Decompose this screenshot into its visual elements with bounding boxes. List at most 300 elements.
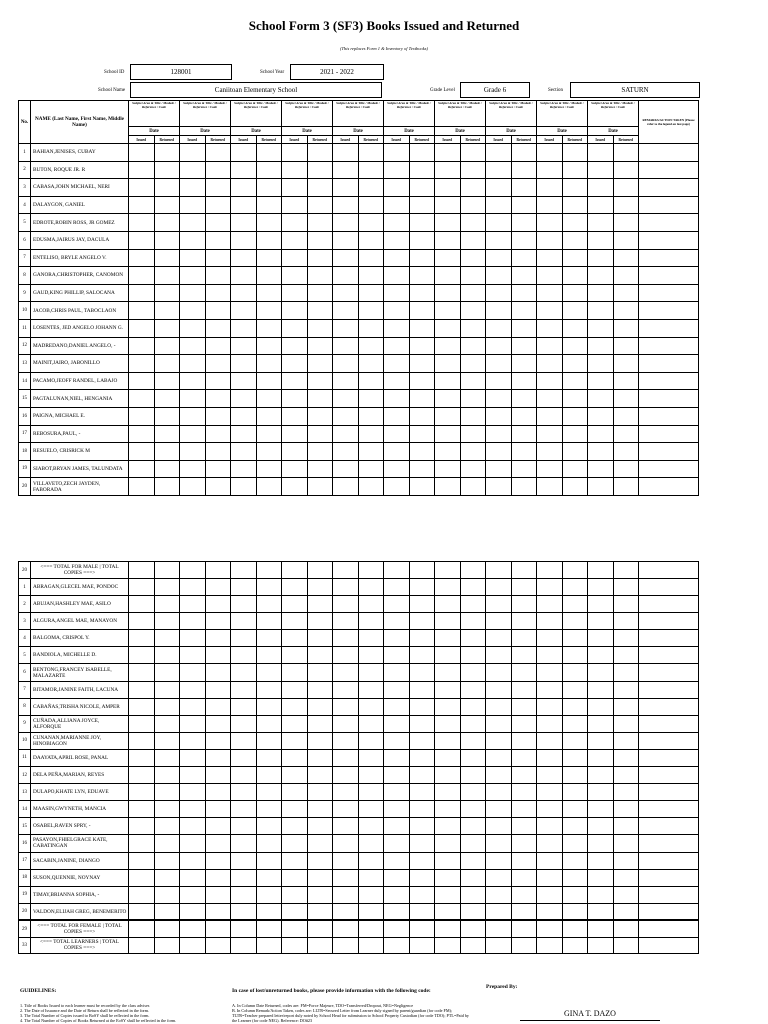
issued-cell[interactable] <box>180 372 206 390</box>
issued-cell[interactable] <box>333 478 359 496</box>
issued-cell[interactable] <box>282 390 308 408</box>
returned-cell[interactable] <box>154 698 180 715</box>
returned-cell[interactable] <box>256 460 282 478</box>
issued-cell[interactable] <box>282 214 308 232</box>
returned-cell[interactable] <box>154 647 180 664</box>
returned-cell[interactable] <box>307 630 333 647</box>
returned-cell[interactable] <box>409 425 435 443</box>
returned-cell[interactable] <box>613 355 639 373</box>
returned-cell[interactable] <box>307 596 333 613</box>
returned-cell[interactable] <box>358 372 384 390</box>
subject-column-header[interactable]: Subject Area & Title / Module / Reference / Code <box>384 101 435 127</box>
returned-cell[interactable] <box>460 767 486 784</box>
returned-cell[interactable] <box>613 443 639 461</box>
issued-cell[interactable] <box>435 869 461 886</box>
issued-cell[interactable] <box>435 302 461 320</box>
issued-cell[interactable] <box>435 784 461 801</box>
issued-cell[interactable] <box>384 613 410 630</box>
remarks-cell[interactable] <box>639 767 699 784</box>
returned-cell[interactable] <box>256 903 282 920</box>
issued-cell[interactable] <box>588 319 614 337</box>
issued-cell[interactable] <box>180 144 206 162</box>
issued-cell[interactable] <box>333 767 359 784</box>
returned-cell[interactable] <box>409 732 435 749</box>
returned-cell[interactable] <box>307 161 333 179</box>
issued-cell[interactable] <box>282 372 308 390</box>
returned-cell[interactable] <box>460 407 486 425</box>
returned-cell[interactable] <box>460 613 486 630</box>
returned-cell[interactable] <box>358 302 384 320</box>
returned-cell[interactable] <box>562 355 588 373</box>
returned-cell[interactable] <box>307 647 333 664</box>
returned-cell[interactable] <box>562 284 588 302</box>
issued-cell[interactable] <box>129 372 155 390</box>
returned-cell[interactable] <box>613 337 639 355</box>
issued-cell[interactable] <box>282 579 308 596</box>
returned-cell[interactable] <box>460 161 486 179</box>
remarks-cell[interactable] <box>639 231 699 249</box>
returned-cell[interactable] <box>307 852 333 869</box>
issued-cell[interactable] <box>129 749 155 766</box>
returned-cell[interactable] <box>511 478 537 496</box>
subject-column-header[interactable]: Subject Area & Title / Module / Reference / Code <box>537 101 588 127</box>
issued-cell[interactable] <box>537 179 563 197</box>
returned-cell[interactable] <box>154 302 180 320</box>
returned-cell[interactable] <box>511 852 537 869</box>
returned-cell[interactable] <box>562 698 588 715</box>
issued-cell[interactable] <box>537 715 563 732</box>
returned-cell[interactable] <box>358 284 384 302</box>
issued-cell[interactable] <box>282 337 308 355</box>
returned-cell[interactable] <box>154 630 180 647</box>
issued-cell[interactable] <box>486 144 512 162</box>
returned-cell[interactable] <box>205 267 231 285</box>
issued-cell[interactable] <box>486 698 512 715</box>
issued-cell[interactable] <box>588 249 614 267</box>
issued-cell[interactable] <box>486 407 512 425</box>
returned-cell[interactable] <box>307 732 333 749</box>
returned-cell[interactable] <box>562 767 588 784</box>
issued-cell[interactable] <box>129 647 155 664</box>
returned-cell[interactable] <box>511 869 537 886</box>
issued-cell[interactable] <box>333 732 359 749</box>
issued-cell[interactable] <box>588 179 614 197</box>
returned-cell[interactable] <box>256 681 282 698</box>
issued-cell[interactable] <box>486 647 512 664</box>
issued-cell[interactable] <box>588 630 614 647</box>
issued-cell[interactable] <box>435 372 461 390</box>
issued-cell[interactable] <box>333 161 359 179</box>
returned-cell[interactable] <box>511 937 537 953</box>
returned-cell[interactable] <box>562 920 588 937</box>
issued-cell[interactable] <box>129 302 155 320</box>
issued-cell[interactable] <box>537 852 563 869</box>
issued-cell[interactable] <box>129 319 155 337</box>
returned-cell[interactable] <box>613 302 639 320</box>
issued-cell[interactable] <box>129 886 155 903</box>
returned-cell[interactable] <box>205 937 231 953</box>
returned-cell[interactable] <box>154 372 180 390</box>
issued-cell[interactable] <box>486 767 512 784</box>
returned-cell[interactable] <box>460 664 486 681</box>
school-id-field[interactable]: 128001 <box>130 64 232 80</box>
remarks-cell[interactable] <box>639 249 699 267</box>
issued-cell[interactable] <box>231 249 257 267</box>
issued-cell[interactable] <box>537 613 563 630</box>
returned-cell[interactable] <box>358 355 384 373</box>
returned-cell[interactable] <box>511 681 537 698</box>
issued-cell[interactable] <box>129 284 155 302</box>
remarks-cell[interactable] <box>639 425 699 443</box>
issued-cell[interactable] <box>384 732 410 749</box>
issued-cell[interactable] <box>435 355 461 373</box>
issued-cell[interactable] <box>588 920 614 937</box>
issued-cell[interactable] <box>588 161 614 179</box>
returned-cell[interactable] <box>460 835 486 852</box>
issued-cell[interactable] <box>180 214 206 232</box>
issued-cell[interactable] <box>282 407 308 425</box>
issued-cell[interactable] <box>231 267 257 285</box>
issued-cell[interactable] <box>180 425 206 443</box>
issued-cell[interactable] <box>435 214 461 232</box>
remarks-cell[interactable] <box>639 579 699 596</box>
issued-cell[interactable] <box>384 478 410 496</box>
returned-cell[interactable] <box>409 249 435 267</box>
issued-cell[interactable] <box>180 715 206 732</box>
issued-cell[interactable] <box>537 681 563 698</box>
issued-cell[interactable] <box>129 732 155 749</box>
issued-cell[interactable] <box>333 681 359 698</box>
returned-cell[interactable] <box>511 664 537 681</box>
issued-cell[interactable] <box>537 284 563 302</box>
issued-cell[interactable] <box>282 613 308 630</box>
issued-cell[interactable] <box>282 732 308 749</box>
returned-cell[interactable] <box>409 664 435 681</box>
issued-cell[interactable] <box>384 664 410 681</box>
issued-cell[interactable] <box>231 920 257 937</box>
returned-cell[interactable] <box>511 698 537 715</box>
issued-cell[interactable] <box>180 886 206 903</box>
issued-cell[interactable] <box>333 460 359 478</box>
returned-cell[interactable] <box>460 630 486 647</box>
returned-cell[interactable] <box>460 937 486 953</box>
returned-cell[interactable] <box>256 355 282 373</box>
returned-cell[interactable] <box>154 818 180 835</box>
returned-cell[interactable] <box>358 562 384 579</box>
returned-cell[interactable] <box>409 818 435 835</box>
issued-cell[interactable] <box>129 249 155 267</box>
returned-cell[interactable] <box>511 784 537 801</box>
issued-cell[interactable] <box>282 784 308 801</box>
returned-cell[interactable] <box>409 284 435 302</box>
returned-cell[interactable] <box>511 267 537 285</box>
issued-cell[interactable] <box>180 852 206 869</box>
issued-cell[interactable] <box>588 302 614 320</box>
returned-cell[interactable] <box>307 801 333 818</box>
issued-cell[interactable] <box>384 903 410 920</box>
issued-cell[interactable] <box>333 596 359 613</box>
issued-cell[interactable] <box>588 647 614 664</box>
issued-cell[interactable] <box>129 715 155 732</box>
returned-cell[interactable] <box>307 407 333 425</box>
issued-cell[interactable] <box>231 284 257 302</box>
issued-cell[interactable] <box>333 579 359 596</box>
returned-cell[interactable] <box>307 698 333 715</box>
issued-cell[interactable] <box>384 767 410 784</box>
issued-cell[interactable] <box>537 647 563 664</box>
returned-cell[interactable] <box>511 355 537 373</box>
returned-cell[interactable] <box>205 596 231 613</box>
returned-cell[interactable] <box>511 425 537 443</box>
issued-cell[interactable] <box>180 249 206 267</box>
issued-cell[interactable] <box>231 196 257 214</box>
returned-cell[interactable] <box>460 144 486 162</box>
issued-cell[interactable] <box>333 647 359 664</box>
returned-cell[interactable] <box>256 920 282 937</box>
issued-cell[interactable] <box>384 886 410 903</box>
issued-cell[interactable] <box>282 562 308 579</box>
returned-cell[interactable] <box>205 196 231 214</box>
issued-cell[interactable] <box>486 920 512 937</box>
returned-cell[interactable] <box>307 319 333 337</box>
returned-cell[interactable] <box>358 196 384 214</box>
returned-cell[interactable] <box>562 267 588 285</box>
returned-cell[interactable] <box>307 196 333 214</box>
issued-cell[interactable] <box>435 161 461 179</box>
returned-cell[interactable] <box>154 613 180 630</box>
returned-cell[interactable] <box>562 478 588 496</box>
returned-cell[interactable] <box>358 681 384 698</box>
issued-cell[interactable] <box>384 801 410 818</box>
remarks-cell[interactable] <box>639 372 699 390</box>
issued-cell[interactable] <box>537 443 563 461</box>
returned-cell[interactable] <box>358 267 384 285</box>
returned-cell[interactable] <box>358 749 384 766</box>
returned-cell[interactable] <box>511 144 537 162</box>
returned-cell[interactable] <box>511 835 537 852</box>
returned-cell[interactable] <box>256 732 282 749</box>
issued-cell[interactable] <box>231 161 257 179</box>
issued-cell[interactable] <box>435 562 461 579</box>
issued-cell[interactable] <box>180 596 206 613</box>
returned-cell[interactable] <box>460 460 486 478</box>
returned-cell[interactable] <box>511 161 537 179</box>
issued-cell[interactable] <box>384 562 410 579</box>
issued-cell[interactable] <box>588 732 614 749</box>
issued-cell[interactable] <box>180 443 206 461</box>
issued-cell[interactable] <box>129 664 155 681</box>
issued-cell[interactable] <box>384 852 410 869</box>
returned-cell[interactable] <box>511 284 537 302</box>
issued-cell[interactable] <box>486 852 512 869</box>
returned-cell[interactable] <box>409 937 435 953</box>
returned-cell[interactable] <box>562 596 588 613</box>
returned-cell[interactable] <box>307 937 333 953</box>
returned-cell[interactable] <box>562 630 588 647</box>
subject-column-header[interactable]: Subject Area & Title / Module / Reference / Code <box>486 101 537 127</box>
issued-cell[interactable] <box>486 372 512 390</box>
issued-cell[interactable] <box>129 267 155 285</box>
issued-cell[interactable] <box>282 478 308 496</box>
issued-cell[interactable] <box>588 852 614 869</box>
returned-cell[interactable] <box>562 179 588 197</box>
issued-cell[interactable] <box>129 214 155 232</box>
issued-cell[interactable] <box>537 886 563 903</box>
issued-cell[interactable] <box>537 425 563 443</box>
issued-cell[interactable] <box>129 425 155 443</box>
issued-cell[interactable] <box>435 407 461 425</box>
issued-cell[interactable] <box>588 355 614 373</box>
issued-cell[interactable] <box>486 664 512 681</box>
returned-cell[interactable] <box>460 196 486 214</box>
remarks-cell[interactable] <box>639 144 699 162</box>
returned-cell[interactable] <box>154 196 180 214</box>
issued-cell[interactable] <box>384 818 410 835</box>
issued-cell[interactable] <box>333 372 359 390</box>
issued-cell[interactable] <box>486 443 512 461</box>
returned-cell[interactable] <box>460 478 486 496</box>
remarks-cell[interactable] <box>639 937 699 953</box>
returned-cell[interactable] <box>562 390 588 408</box>
returned-cell[interactable] <box>307 767 333 784</box>
returned-cell[interactable] <box>613 937 639 953</box>
returned-cell[interactable] <box>358 647 384 664</box>
returned-cell[interactable] <box>409 372 435 390</box>
returned-cell[interactable] <box>358 337 384 355</box>
issued-cell[interactable] <box>435 647 461 664</box>
returned-cell[interactable] <box>613 579 639 596</box>
issued-cell[interactable] <box>537 698 563 715</box>
returned-cell[interactable] <box>205 144 231 162</box>
returned-cell[interactable] <box>256 390 282 408</box>
returned-cell[interactable] <box>409 613 435 630</box>
returned-cell[interactable] <box>205 920 231 937</box>
issued-cell[interactable] <box>333 920 359 937</box>
issued-cell[interactable] <box>486 784 512 801</box>
issued-cell[interactable] <box>384 443 410 461</box>
issued-cell[interactable] <box>231 355 257 373</box>
returned-cell[interactable] <box>205 284 231 302</box>
returned-cell[interactable] <box>154 681 180 698</box>
returned-cell[interactable] <box>460 647 486 664</box>
issued-cell[interactable] <box>537 231 563 249</box>
returned-cell[interactable] <box>256 249 282 267</box>
issued-cell[interactable] <box>384 372 410 390</box>
issued-cell[interactable] <box>537 835 563 852</box>
returned-cell[interactable] <box>613 267 639 285</box>
returned-cell[interactable] <box>460 732 486 749</box>
returned-cell[interactable] <box>613 390 639 408</box>
returned-cell[interactable] <box>613 596 639 613</box>
issued-cell[interactable] <box>129 869 155 886</box>
returned-cell[interactable] <box>154 231 180 249</box>
returned-cell[interactable] <box>154 390 180 408</box>
issued-cell[interactable] <box>435 179 461 197</box>
returned-cell[interactable] <box>205 886 231 903</box>
issued-cell[interactable] <box>282 715 308 732</box>
returned-cell[interactable] <box>205 179 231 197</box>
returned-cell[interactable] <box>613 852 639 869</box>
issued-cell[interactable] <box>537 749 563 766</box>
issued-cell[interactable] <box>384 579 410 596</box>
returned-cell[interactable] <box>205 425 231 443</box>
issued-cell[interactable] <box>384 319 410 337</box>
returned-cell[interactable] <box>613 460 639 478</box>
issued-cell[interactable] <box>231 144 257 162</box>
returned-cell[interactable] <box>460 784 486 801</box>
returned-cell[interactable] <box>511 407 537 425</box>
returned-cell[interactable] <box>562 852 588 869</box>
issued-cell[interactable] <box>129 698 155 715</box>
returned-cell[interactable] <box>460 284 486 302</box>
returned-cell[interactable] <box>256 818 282 835</box>
returned-cell[interactable] <box>613 284 639 302</box>
returned-cell[interactable] <box>409 144 435 162</box>
returned-cell[interactable] <box>358 249 384 267</box>
returned-cell[interactable] <box>358 852 384 869</box>
issued-cell[interactable] <box>333 179 359 197</box>
returned-cell[interactable] <box>613 886 639 903</box>
remarks-cell[interactable] <box>639 647 699 664</box>
issued-cell[interactable] <box>435 715 461 732</box>
returned-cell[interactable] <box>562 681 588 698</box>
returned-cell[interactable] <box>562 869 588 886</box>
returned-cell[interactable] <box>460 681 486 698</box>
issued-cell[interactable] <box>588 681 614 698</box>
returned-cell[interactable] <box>154 179 180 197</box>
returned-cell[interactable] <box>511 337 537 355</box>
returned-cell[interactable] <box>307 478 333 496</box>
issued-cell[interactable] <box>333 852 359 869</box>
issued-cell[interactable] <box>282 664 308 681</box>
returned-cell[interactable] <box>256 749 282 766</box>
returned-cell[interactable] <box>358 732 384 749</box>
returned-cell[interactable] <box>460 903 486 920</box>
issued-cell[interactable] <box>537 818 563 835</box>
returned-cell[interactable] <box>307 179 333 197</box>
issued-cell[interactable] <box>282 869 308 886</box>
issued-cell[interactable] <box>588 749 614 766</box>
issued-cell[interactable] <box>435 801 461 818</box>
remarks-cell[interactable] <box>639 302 699 320</box>
returned-cell[interactable] <box>613 478 639 496</box>
issued-cell[interactable] <box>282 920 308 937</box>
returned-cell[interactable] <box>358 425 384 443</box>
issued-cell[interactable] <box>486 355 512 373</box>
returned-cell[interactable] <box>511 749 537 766</box>
remarks-cell[interactable] <box>639 214 699 232</box>
returned-cell[interactable] <box>154 355 180 373</box>
remarks-cell[interactable] <box>639 319 699 337</box>
issued-cell[interactable] <box>282 179 308 197</box>
issued-cell[interactable] <box>384 355 410 373</box>
issued-cell[interactable] <box>435 425 461 443</box>
returned-cell[interactable] <box>358 886 384 903</box>
returned-cell[interactable] <box>205 801 231 818</box>
issued-cell[interactable] <box>588 144 614 162</box>
returned-cell[interactable] <box>409 460 435 478</box>
issued-cell[interactable] <box>231 337 257 355</box>
issued-cell[interactable] <box>435 613 461 630</box>
returned-cell[interactable] <box>460 443 486 461</box>
returned-cell[interactable] <box>358 920 384 937</box>
returned-cell[interactable] <box>358 443 384 461</box>
issued-cell[interactable] <box>282 302 308 320</box>
issued-cell[interactable] <box>180 562 206 579</box>
remarks-cell[interactable] <box>639 630 699 647</box>
returned-cell[interactable] <box>409 319 435 337</box>
issued-cell[interactable] <box>333 390 359 408</box>
